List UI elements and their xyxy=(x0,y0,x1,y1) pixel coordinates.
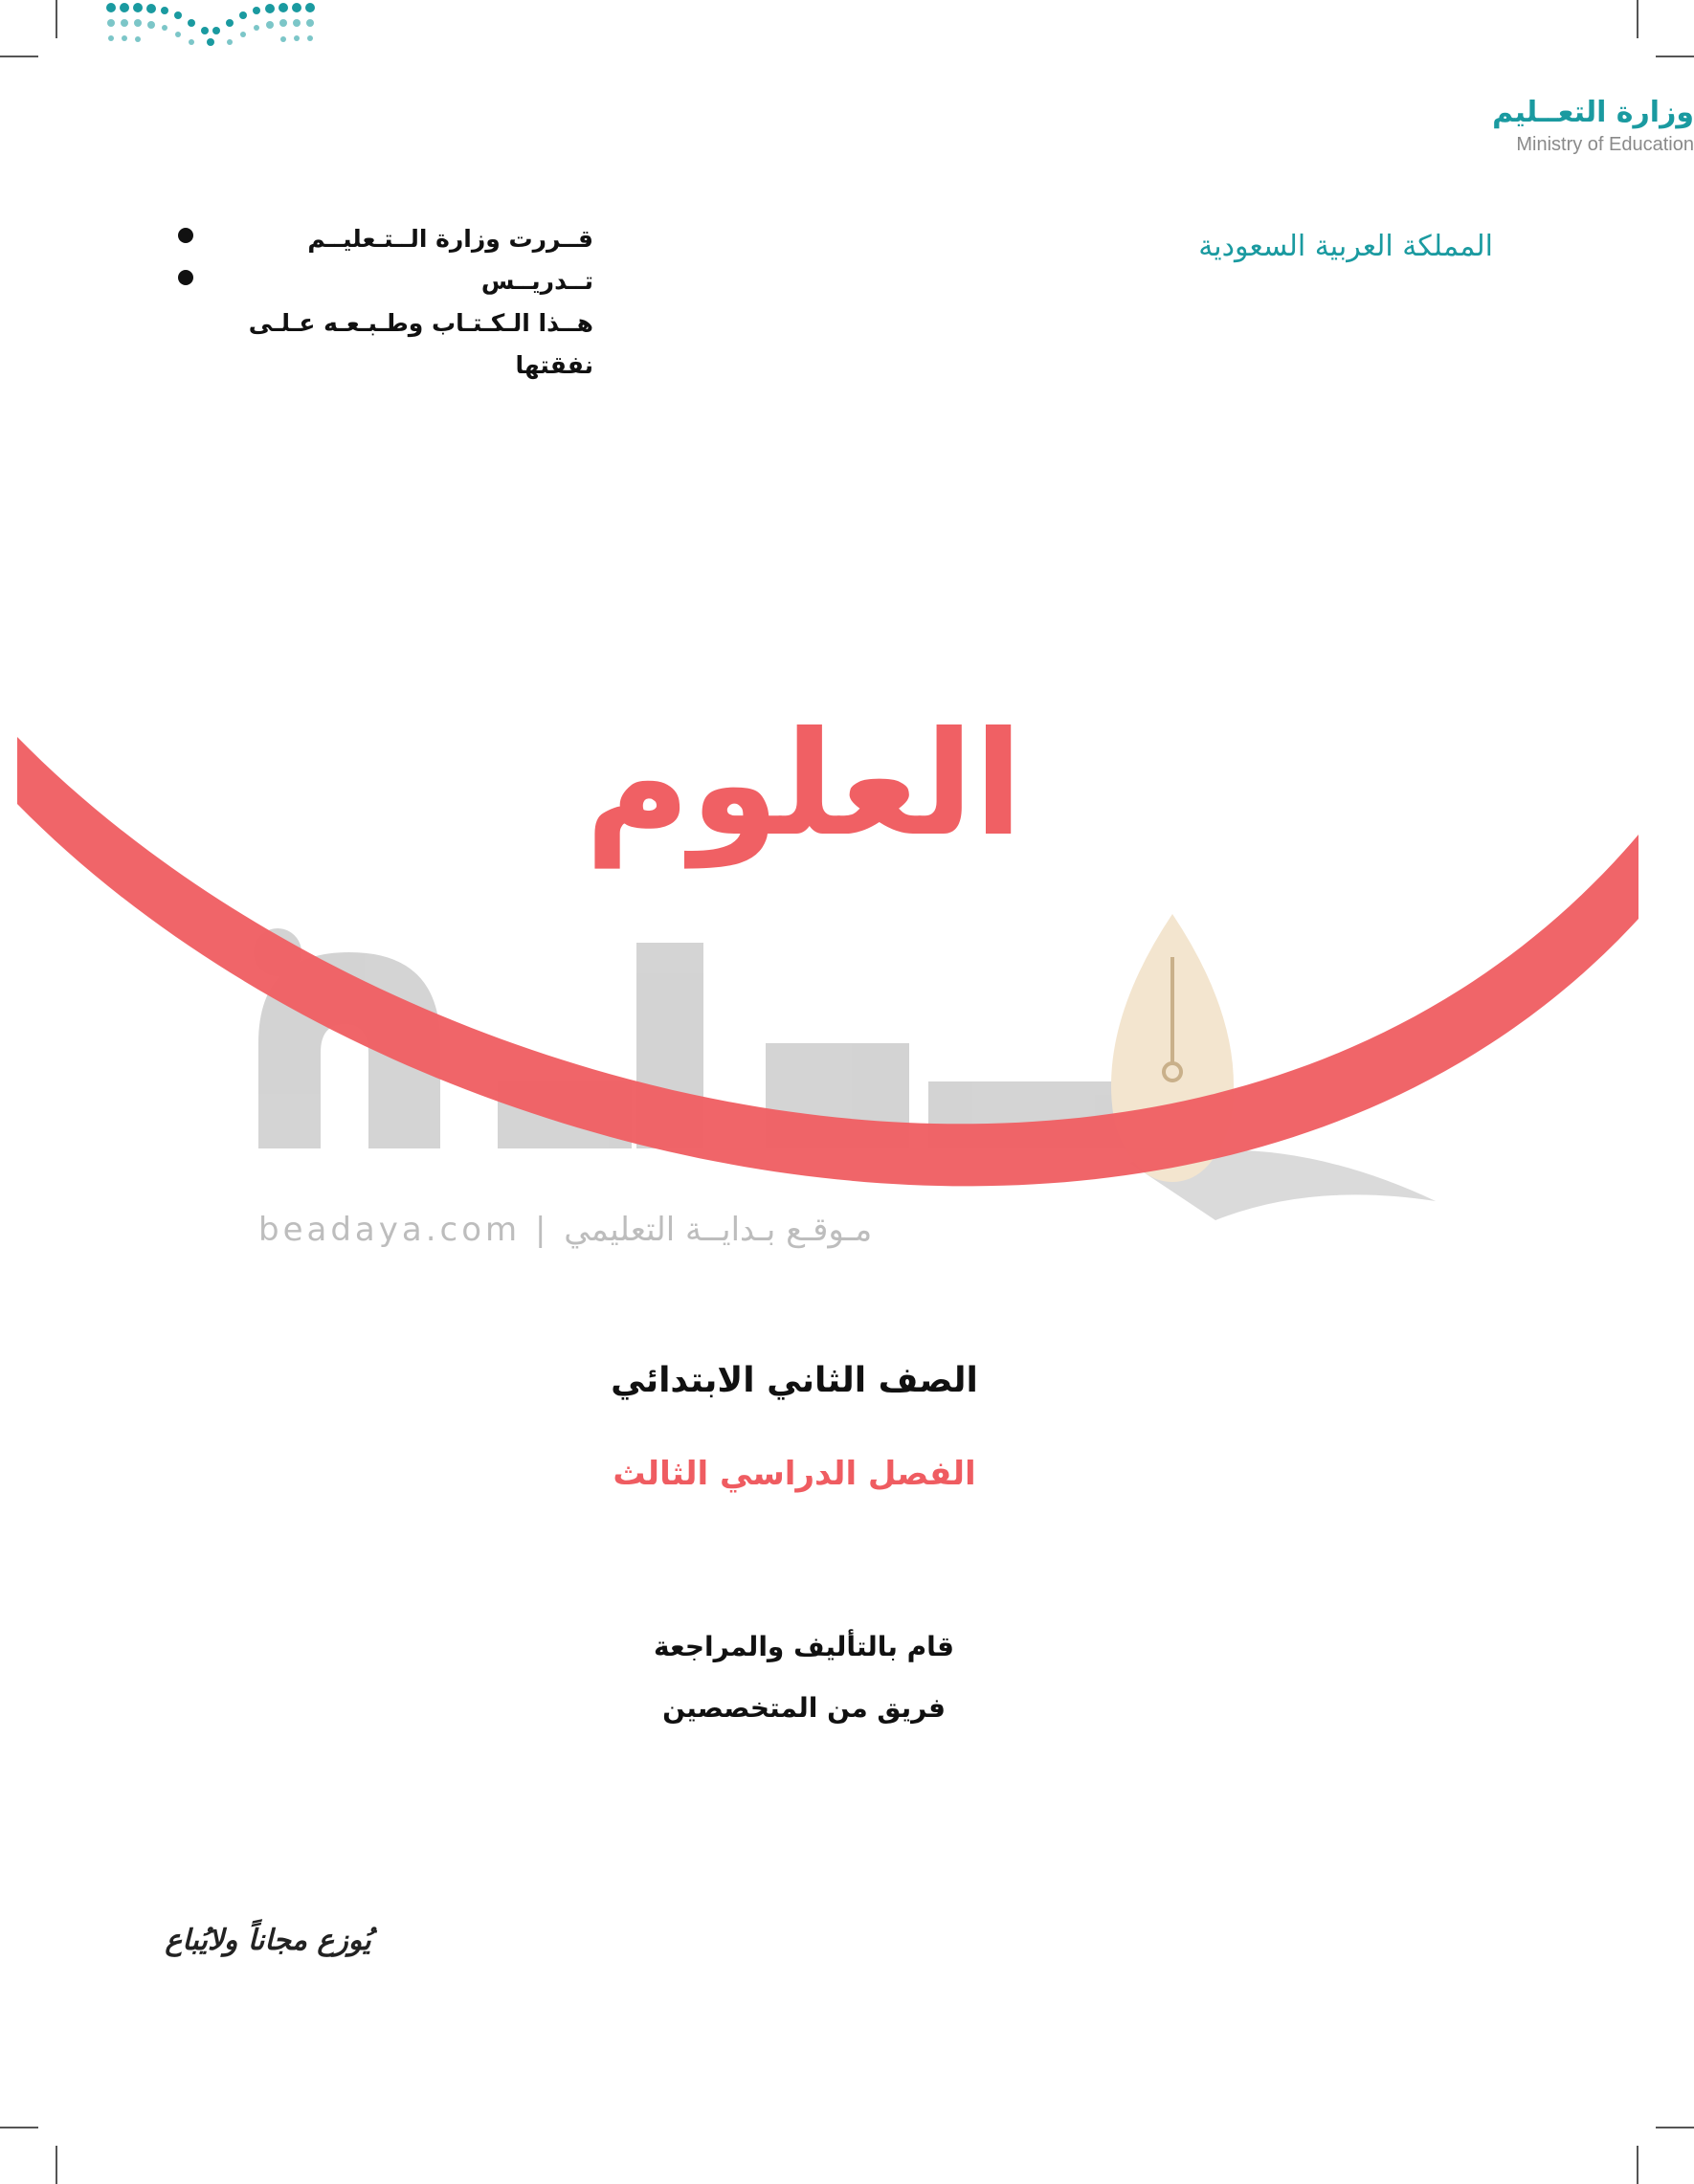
authors-line: فريق من المتخصصين xyxy=(662,1692,946,1724)
grade-label: الصف الثاني الابتدائي xyxy=(611,1361,978,1400)
authors-line: قام بالتأليف والمراجعة xyxy=(654,1631,954,1662)
watermark-caption: beadaya.com | مـوقـع بـدايــة التعليمي xyxy=(258,1211,873,1249)
term-label: الفصل الدراسي الثالث xyxy=(613,1455,976,1493)
ministry-name-en: Ministry of Education xyxy=(1516,134,1694,155)
approval-line: قــررت وزارة الــتـعليــم تــدريــس xyxy=(307,225,593,295)
kingdom-name: المملكة العربية السعودية xyxy=(1198,230,1493,263)
approval-line: هــذا الـكـتـاب وطـبـعـه عـلـى نفقتها xyxy=(248,309,593,379)
book-title: العلوم xyxy=(585,702,1023,868)
ministry-name-ar: وزارة التعــليم xyxy=(1492,96,1694,129)
free-distribution-note: يُوزع مجاناً ولايُباع xyxy=(165,1924,371,1957)
